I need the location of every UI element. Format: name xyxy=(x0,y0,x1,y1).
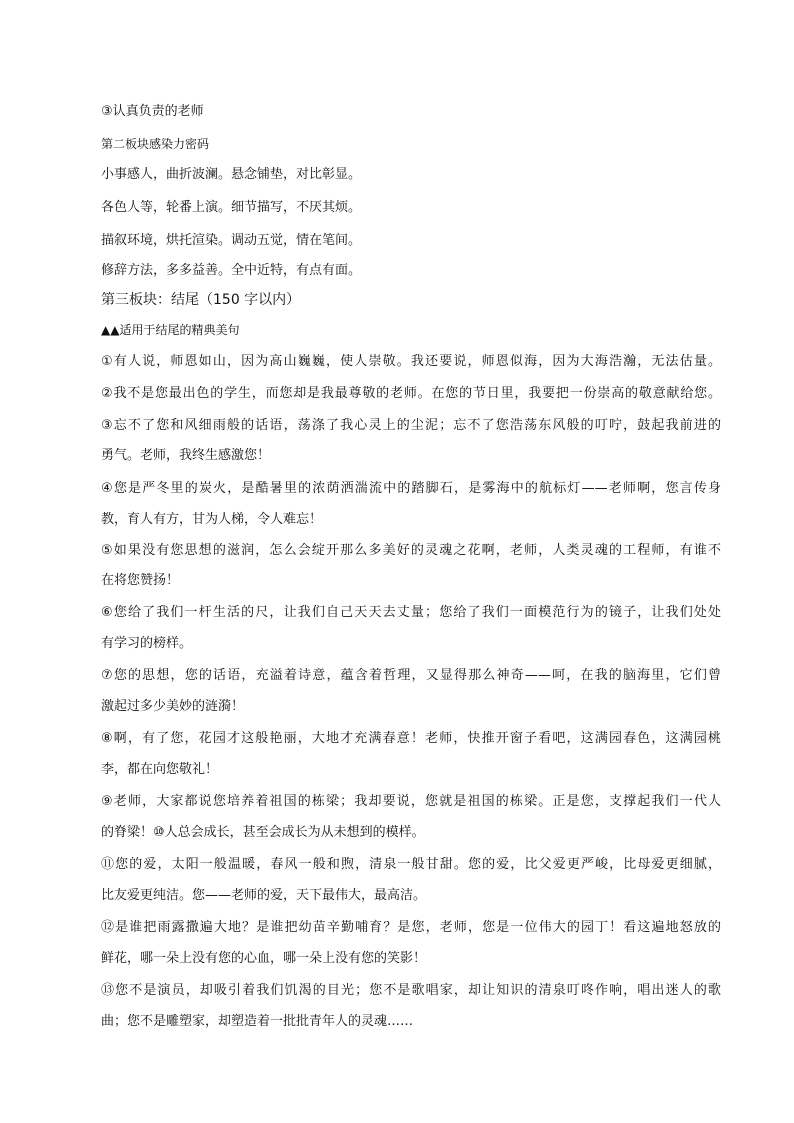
body-line: 有学习的榜样。 xyxy=(101,636,193,651)
tip-line: 各色人等，轮番上演。细节描写，不厌其烦。 xyxy=(101,200,362,215)
body-line: ⑤如果没有您思想的滋润，怎么会绽开那么多美好的灵魂之花啊，老师，人类灵魂的工程师，有谁不 xyxy=(101,543,721,558)
body-line: 李，都在向您敬礼！ xyxy=(101,762,219,777)
section-3-subtitle: ▲▲适用于结尾的精典美句 xyxy=(101,323,240,337)
body-line: 在将您赞扬！ xyxy=(101,573,180,588)
body-line: 曲；您不是雕塑家，却塑造着一批批青年人的灵魂…… xyxy=(101,1014,414,1029)
section-3-title: 第三板块：结尾（150 字以内） xyxy=(101,292,301,308)
body-line: 比友爱更纯洁。您——老师的爱，天下最伟大，最高洁。 xyxy=(101,888,427,903)
body-line: 的脊梁！⑩人总会成长，甚至会成长为从未想到的模样。 xyxy=(101,825,425,840)
section-2-title: 第二板块感染力密码 xyxy=(101,137,210,151)
body-line: 鲜花，哪一朵上没有您的心血，哪一朵上没有您的笑影！ xyxy=(101,951,427,966)
body-line: 教，育人有方，甘为人梯，令人难忘！ xyxy=(101,512,323,527)
tip-line: 描叙环境，烘托渲染。调动五觉，情在笔间。 xyxy=(101,233,362,248)
body-line: ⑨老师，大家都说您培养着祖国的栋梁；我却要说，您就是祖国的栋梁。正是您，支撑起我们一代人 xyxy=(101,794,721,809)
item-3-responsible-teacher: ③认真负责的老师 xyxy=(101,104,204,119)
body-line: ⑬您不是演员，却吸引着我们饥渴的目光；您不是歌唱家，却让知识的清泉叮咚作响，唱出迷人的歌 xyxy=(101,983,721,998)
body-line: ①有人说，师恩如山，因为高山巍巍，使人崇敬。我还要说，师恩似海，因为大海浩瀚，无法估量。 xyxy=(101,354,721,369)
body-line: ⑦您的思想，您的话语，充溢着诗意，蕴含着哲理，又显得那么神奇——呵，在我的脑海里，它们曾 xyxy=(101,668,721,683)
tip-line: 小事感人，曲折波澜。悬念铺垫，对比彰显。 xyxy=(101,167,362,182)
body-line: ③忘不了您和风细雨般的话语，荡涤了我心灵上的尘泥；忘不了您浩荡东风般的叮咛，鼓起我前进的 xyxy=(101,418,721,433)
tip-line: 修辞方法，多多益善。全中近特，有点有面。 xyxy=(101,263,362,278)
body-line: ⑫是谁把雨露撒遍大地？是谁把幼苗辛勤哺育？是您，老师，您是一位伟大的园丁！看这遍地怒放的 xyxy=(101,920,721,935)
body-line: 激起过多少美妙的涟漪！ xyxy=(101,699,245,714)
body-line: ⑧啊，有了您，花园才这般艳丽，大地才充满春意！老师，快推开窗子看吧，这满园春色，这满园桃 xyxy=(101,731,721,746)
body-line: ⑪您的爱，太阳一般温暖，春风一般和煦，清泉一般甘甜。您的爱，比父爱更严峻，比母爱更细腻， xyxy=(101,857,721,872)
body-line: ④您是严冬里的炭火，是酷暑里的浓荫洒湍流中的踏脚石，是雾海中的航标灯——老师啊，您言传身 xyxy=(101,481,721,496)
body-line: 勇气。老师，我终生感激您！ xyxy=(101,448,271,463)
body-line: ⑥您给了我们一杆生活的尺，让我们自己天天去丈量；您给了我们一面模范行为的镜子，让我们处处 xyxy=(101,605,721,620)
body-line: ②我不是您最出色的学生，而您却是我最尊敬的老师。在您的节日里，我要把一份崇高的敬意献给您。 xyxy=(101,386,721,401)
